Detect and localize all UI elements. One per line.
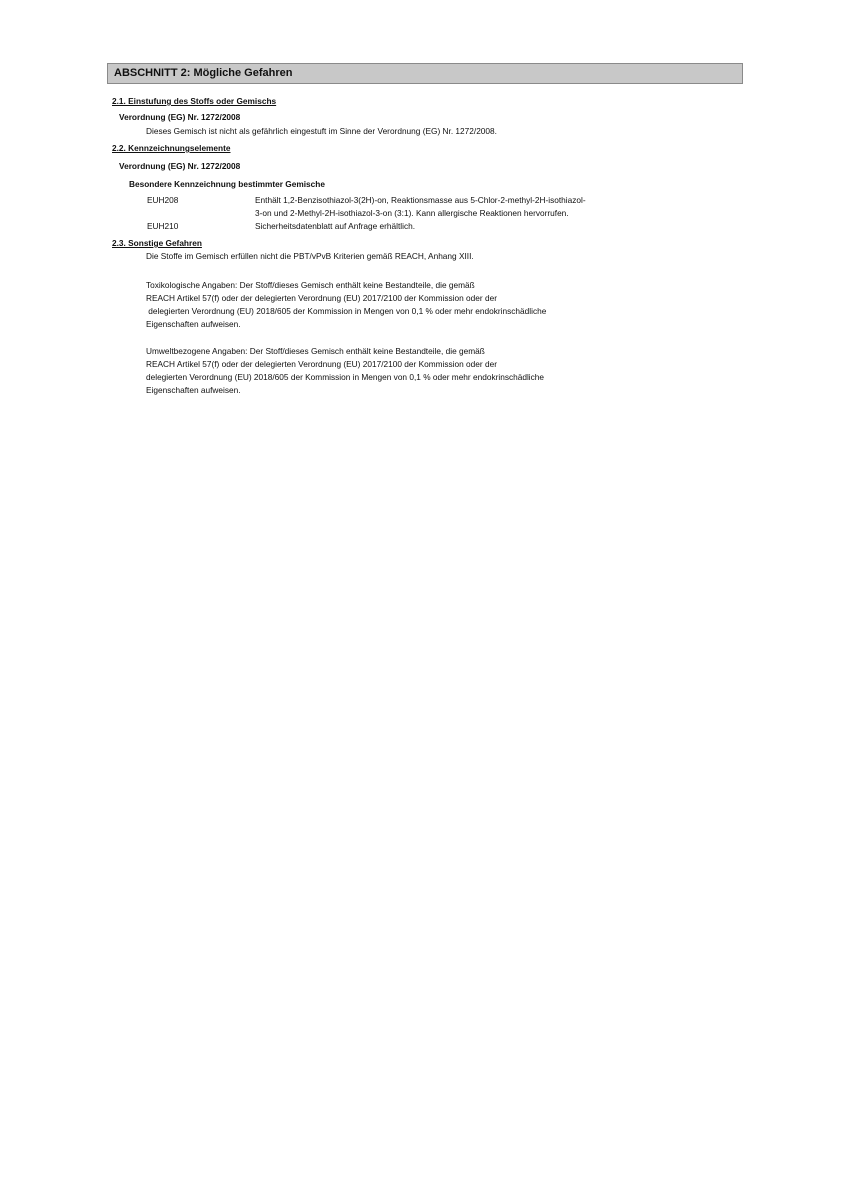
tox-text-line: delegierten Verordnung (EU) 2018/605 der Kommission in Mengen von 0,1 % oder mehr endokrinschädliche bbox=[146, 306, 547, 316]
hazard-text-line: Sicherheitsdatenblatt auf Anfrage erhältlich. bbox=[255, 221, 416, 231]
special-labelling-heading: Besondere Kennzeichnung bestimmter Gemische bbox=[129, 179, 325, 189]
tox-text-line: Toxikologische Angaben: Der Stoff/dieses Gemisch enthält keine Bestandteile, die gemäß bbox=[146, 280, 475, 290]
heading-2-3: 2.3. Sonstige Gefahren bbox=[112, 238, 202, 248]
hazard-text-line: Enthält 1,2-Benzisothiazol-3(2H)-on, Reaktionsmasse aus 5-Chlor-2-methyl-2H-isothiazol- bbox=[255, 195, 586, 205]
env-text-line: Eigenschaften aufweisen. bbox=[146, 385, 241, 395]
regulation-label-2-1: Verordnung (EG) Nr. 1272/2008 bbox=[119, 112, 241, 122]
hazard-code: EUH208 bbox=[147, 195, 179, 205]
tox-text-line: Eigenschaften aufweisen. bbox=[146, 319, 241, 329]
classification-text: Dieses Gemisch ist nicht als gefährlich eingestuft im Sinne der Verordnung (EG) Nr. 1272/2008. bbox=[146, 126, 497, 136]
env-text-line: Umweltbezogene Angaben: Der Stoff/dieses Gemisch enthält keine Bestandteile, die gemäß bbox=[146, 346, 485, 356]
section-title: ABSCHNITT 2: Mögliche Gefahren bbox=[107, 63, 743, 84]
tox-text-line: REACH Artikel 57(f) oder der delegierten Verordnung (EU) 2017/2100 der Kommission oder der bbox=[146, 293, 497, 303]
hazard-text-line: 3-on und 2-Methyl-2H-isothiazol-3-on (3:1). Kann allergische Reaktionen hervorrufen. bbox=[255, 208, 569, 218]
env-text-line: REACH Artikel 57(f) oder der delegierten Verordnung (EU) 2017/2100 der Kommission oder der bbox=[146, 359, 497, 369]
heading-2-2: 2.2. Kennzeichnungselemente bbox=[112, 143, 231, 153]
heading-2-1: 2.1. Einstufung des Stoffs oder Gemischs bbox=[112, 96, 277, 106]
pbt-text: Die Stoffe im Gemisch erfüllen nicht die PBT/vPvB Kriterien gemäß REACH, Anhang XIII. bbox=[146, 251, 474, 261]
regulation-label-2-2: Verordnung (EG) Nr. 1272/2008 bbox=[119, 161, 241, 171]
env-text-line: delegierten Verordnung (EU) 2018/605 der Kommission in Mengen von 0,1 % oder mehr endokrinschädliche bbox=[146, 372, 545, 382]
hazard-code: EUH210 bbox=[147, 221, 179, 231]
